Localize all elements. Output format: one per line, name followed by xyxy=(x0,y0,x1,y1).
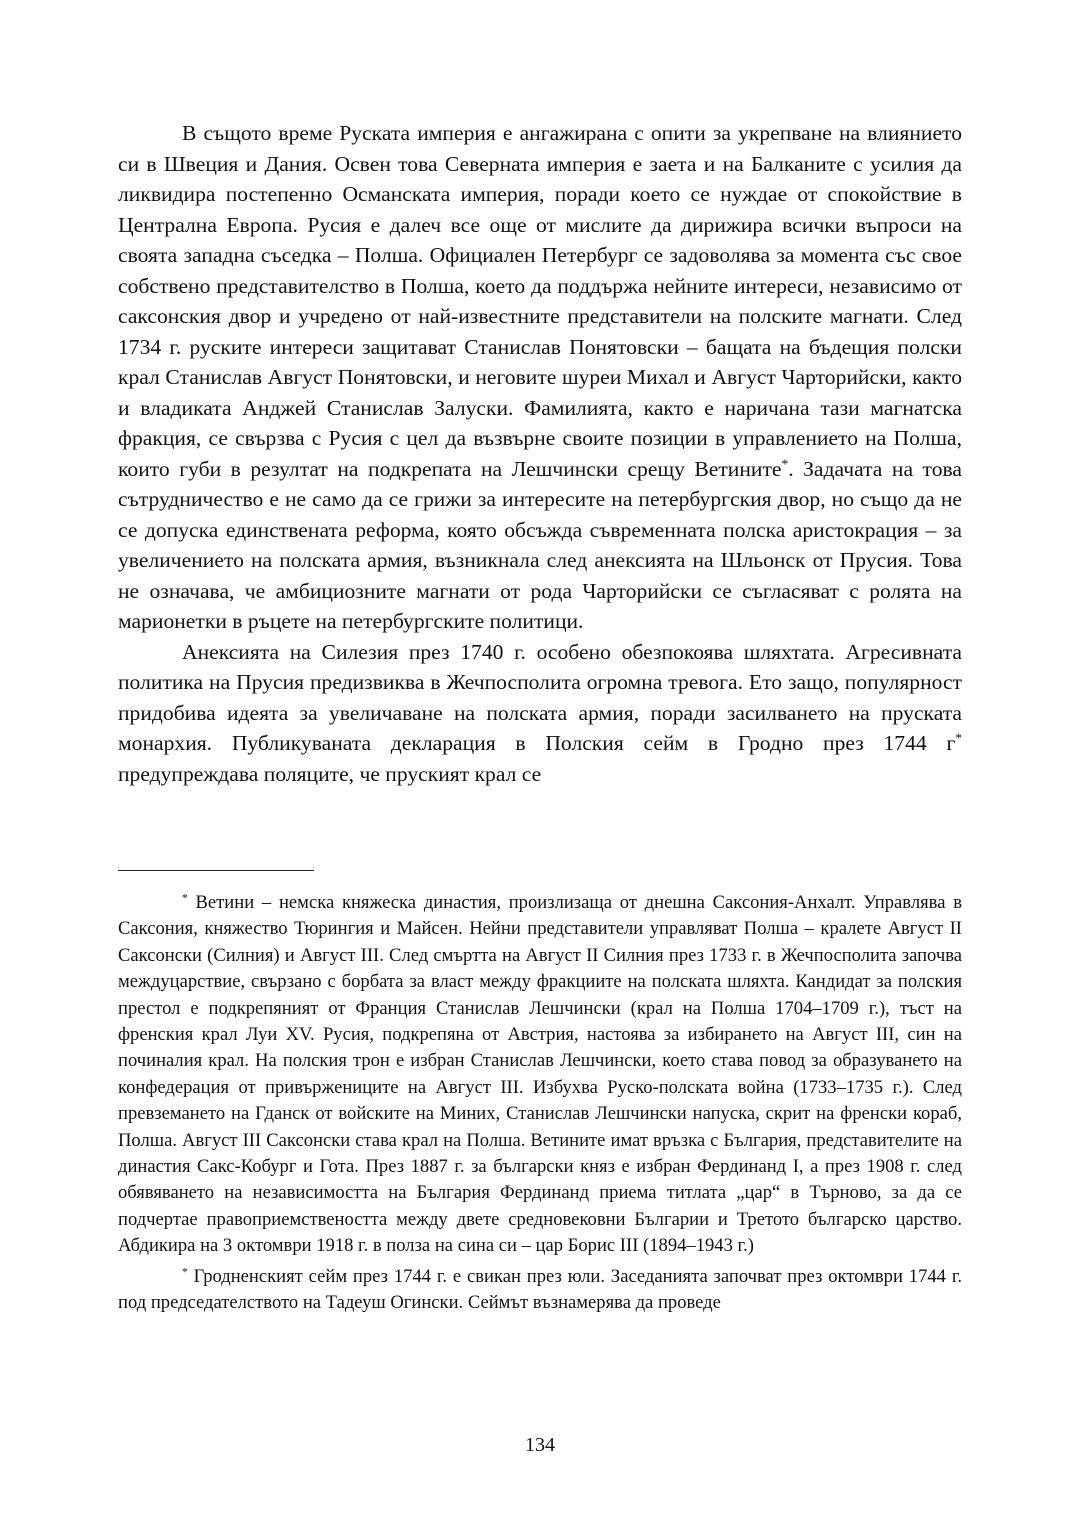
footnote xyxy=(118,890,962,1260)
paragraph-text: В същото време Руската империя е ангажирана с опити за укрепване на влиянието си в Швеция и Дания. Освен това Северната империя е заета и на Балканите с усилия да ликвидира постепенно Османската империя, поради което се нуждае от спокойствие в Централна Европа. Русия е далеч все още от мислите да дирижира всички въпроси на своята западна съседка – Полша. Официален Петербург се задоволява за момента със свое собствено представителство в Полша, което да поддържа нейните интереси, независимо от саксонския двор и учредено от най-известните представители на полските магнати. След 1734 г. руските интереси защитават Станислав Понятовски – бащата на бъдещия полски крал Станислав Август Понятовски, и неговите шуреи Михал и Август Чарторийски, както и владиката Анджей Станислав Залуски. Фамилията, както е наричана тази магнатска фракция, се свързва с Русия с цел да възвърне своите позиции в управлението на Полша, които губи в резултат на подкрепата на Лешчински срещу Ветините xyxy=(118,121,962,481)
footnote-separator xyxy=(118,870,314,871)
footnote-marker: * xyxy=(182,1266,188,1279)
body-paragraph xyxy=(118,637,962,790)
footnote-reference: * xyxy=(955,730,962,746)
footnote xyxy=(118,1264,962,1317)
footnote-reference: * xyxy=(781,456,789,472)
paragraph-text: . Задачата на това сътрудничество е не само да се грижи за интересите на петербургския двор, но също да не се допуска единствената реформа, която обсъжда съвременната полска аристокрация – за увеличението на полската армия, възникнала след анексията на Шльонск от Прусия. Това не означава, че амбициозните магнати от рода Чарторийски се съгласяват с ролята на марионетки в ръцете на петербургските политици. xyxy=(118,456,962,633)
paragraph-text: Анексията на Силезия през 1740 г. особено обезпокоява шляхтата. Агресивната политика на Прусия предизвиква в Жечпосполита огромна тревога. Ето защо, популярност придобива идеята за увеличаване на полската армия, поради засилването на пруската монархия. Публикуваната декларация в Полския сейм в Гродно през 1744 г xyxy=(118,639,962,755)
footnote-text: Гродненският сейм през 1744 г. е свикан през юли. Заседанията започват през октомври 1744 г. под председателството на Тадеуш Огински. Сеймът възнамерява да проведе xyxy=(118,1265,962,1314)
main-body-text xyxy=(118,118,962,789)
paragraph-text: предупреждава поляците, че пруският крал се xyxy=(118,761,542,786)
body-paragraph xyxy=(118,118,962,637)
footnotes xyxy=(118,890,962,1317)
footnote-marker: * xyxy=(182,892,188,905)
page-number: 134 xyxy=(525,1434,555,1456)
footnote-text: Ветини – немска княжеска династия, произлизаща от днешна Саксония-Анхалт. Управлява в Саксония, княжество Тюрингия и Майсен. Нейни представители управляват Полша – кралете Август II Саксонски (Силния) и Август III. След смъртта на Август II Силния през 1733 г. в Жечпосполита започва междуцарствие, свързано с борбата за власт между фракциите на полската шляхта. Кандидат за полския престол е подкрепяният от Франция Станислав Лешчински (крал на Полша 1704–1709 г.), тъст на френския крал Луи XV. Русия, подкрепяна от Австрия, настоява за избирането на Август III, син на починалия крал. На полския трон е избран Станислав Лешчински, което става повод за образуването на конфедерация от привържениците на Август III. Избухва Руско-полската война (1733–1735 г.). След превземането на Гданск от войските на Миних, Станислав Лешчински напуска, скрит на френски кораб, Полша. Август III Саксонски става крал на Полша. Ветините имат връзка с България, представителите на династия Сакс-Кобург и Гота. През 1887 г. за български княз е избран Фердинанд I, а през 1908 г. след обявяването на независимостта на България Фердинанд приема титлата „цар“ в Търново, за да се подчертае правоприемствеността между двете средновековни Българии и Третото българско царство. Абдикира на 3 октомври 1918 г. в полза на сина си – цар Борис III (1894–1943 г.) xyxy=(118,892,962,1257)
